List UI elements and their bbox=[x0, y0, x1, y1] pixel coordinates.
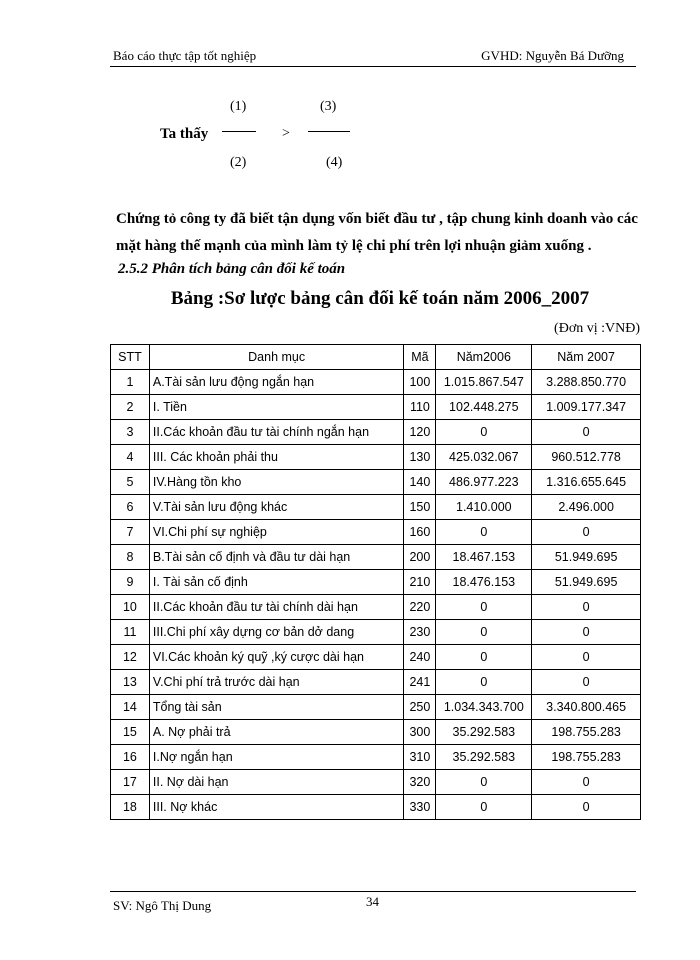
cell-2007: 2.496.000 bbox=[532, 495, 641, 520]
table-row bbox=[111, 720, 641, 745]
cell-item: Tổng tài sản bbox=[149, 695, 404, 720]
table-title: Bảng :Sơ lược bảng cân đối kế toán năm 2006_2007 bbox=[170, 288, 590, 309]
cell-2007: 51.949.695 bbox=[532, 570, 641, 595]
cell-item: I. Tiền bbox=[149, 395, 404, 420]
table-row bbox=[111, 420, 641, 445]
cell-stt: 11 bbox=[111, 620, 150, 645]
cell-stt: 15 bbox=[111, 720, 150, 745]
cell-2006: 0 bbox=[436, 670, 532, 695]
fraction-bar-2 bbox=[308, 131, 350, 132]
cell-stt: 16 bbox=[111, 745, 150, 770]
cell-stt: 17 bbox=[111, 770, 150, 795]
unit-label: (Đơn vị :VNĐ) bbox=[554, 321, 640, 336]
cell-stt: 18 bbox=[111, 795, 150, 820]
table-row bbox=[111, 370, 641, 395]
cell-code: 230 bbox=[404, 620, 436, 645]
cell-code: 240 bbox=[404, 645, 436, 670]
cell-item: I. Tài sản cố định bbox=[149, 570, 404, 595]
table-row bbox=[111, 795, 641, 820]
cell-item: II. Nợ dài hạn bbox=[149, 770, 404, 795]
table-row bbox=[111, 695, 641, 720]
cell-stt: 9 bbox=[111, 570, 150, 595]
cell-item: VI.Chi phí sự nghiệp bbox=[149, 520, 404, 545]
cell-stt: 5 bbox=[111, 470, 150, 495]
cell-stt: 3 bbox=[111, 420, 150, 445]
conclusion-paragraph: Chứng tỏ công ty đã biết tận dụng vốn biết đầu tư , tập chung kinh doanh vào các mặt hàng thế mạnh của mình làm tỷ lệ chi phí trên lợi nhuận giảm xuống . bbox=[116, 211, 638, 254]
table-header-row bbox=[111, 345, 641, 370]
cell-2007: 0 bbox=[532, 645, 641, 670]
table-row bbox=[111, 445, 641, 470]
cell-2006: 0 bbox=[436, 595, 532, 620]
fraction-lead-text: Ta thấy bbox=[160, 126, 209, 142]
table-row bbox=[111, 570, 641, 595]
table-row bbox=[111, 495, 641, 520]
cell-2007: 0 bbox=[532, 520, 641, 545]
table-row bbox=[111, 395, 641, 420]
cell-item: VI.Các khoản ký quỹ ,ký cược dài hạn bbox=[149, 645, 404, 670]
cell-code: 100 bbox=[404, 370, 436, 395]
table-row bbox=[111, 770, 641, 795]
cell-stt: 6 bbox=[111, 495, 150, 520]
fraction-denominator-1: (2) bbox=[230, 155, 247, 170]
cell-code: 300 bbox=[404, 720, 436, 745]
table-row bbox=[111, 745, 641, 770]
cell-stt: 2 bbox=[111, 395, 150, 420]
cell-item: II.Các khoản đầu tư tài chính dài hạn bbox=[149, 595, 404, 620]
cell-2006: 0 bbox=[436, 795, 532, 820]
cell-2006: 18.467.153 bbox=[436, 545, 532, 570]
cell-2006: 1.034.343.700 bbox=[436, 695, 532, 720]
cell-2007: 0 bbox=[532, 670, 641, 695]
cell-2006: 0 bbox=[436, 520, 532, 545]
cell-2007: 0 bbox=[532, 770, 641, 795]
cell-code: 110 bbox=[404, 395, 436, 420]
cell-2006: 1.015.867.547 bbox=[436, 370, 532, 395]
cell-2006: 0 bbox=[436, 420, 532, 445]
table-row bbox=[111, 670, 641, 695]
cell-code: 210 bbox=[404, 570, 436, 595]
cell-code: 220 bbox=[404, 595, 436, 620]
table-row bbox=[111, 470, 641, 495]
table-row bbox=[111, 520, 641, 545]
cell-code: 250 bbox=[404, 695, 436, 720]
cell-item: III. Nợ khác bbox=[149, 795, 404, 820]
cell-stt: 4 bbox=[111, 445, 150, 470]
cell-item: I.Nợ ngắn hạn bbox=[149, 745, 404, 770]
fraction-numerator-2: (3) bbox=[320, 99, 337, 114]
cell-2007: 0 bbox=[532, 595, 641, 620]
cell-item: III. Các khoản phải thu bbox=[149, 445, 404, 470]
cell-stt: 7 bbox=[111, 520, 150, 545]
table-row bbox=[111, 620, 641, 645]
col-header-2006: Năm2006 bbox=[436, 345, 532, 370]
table-row bbox=[111, 645, 641, 670]
cell-2007: 0 bbox=[532, 420, 641, 445]
cell-2007: 1.009.177.347 bbox=[532, 395, 641, 420]
header-report-title: Báo cáo thực tập tốt nghiệp bbox=[113, 48, 257, 63]
cell-2006: 0 bbox=[436, 770, 532, 795]
cell-2006: 18.476.153 bbox=[436, 570, 532, 595]
footer-divider bbox=[110, 891, 636, 892]
cell-2007: 198.755.283 bbox=[532, 720, 641, 745]
cell-2007: 0 bbox=[532, 795, 641, 820]
fraction-bar-1 bbox=[222, 131, 256, 132]
table-row bbox=[111, 545, 641, 570]
fraction-operator: > bbox=[282, 126, 290, 141]
cell-2007: 1.316.655.645 bbox=[532, 470, 641, 495]
section-heading: 2.5.2 Phân tích bảng cân đối kế toán bbox=[118, 261, 346, 277]
cell-code: 320 bbox=[404, 770, 436, 795]
cell-item: A.Tài sản lưu động ngắn hạn bbox=[149, 370, 404, 395]
cell-stt: 8 bbox=[111, 545, 150, 570]
cell-item: III.Chi phí xây dựng cơ bản dở dang bbox=[149, 620, 404, 645]
header-divider bbox=[110, 66, 636, 67]
page-number: 34 bbox=[366, 894, 379, 909]
col-header-item: Danh mục bbox=[149, 345, 404, 370]
cell-code: 150 bbox=[404, 495, 436, 520]
cell-stt: 10 bbox=[111, 595, 150, 620]
cell-2007: 3.340.800.465 bbox=[532, 695, 641, 720]
cell-2006: 1.410.000 bbox=[436, 495, 532, 520]
cell-2007: 198.755.283 bbox=[532, 745, 641, 770]
cell-item: V.Tài sản lưu động khác bbox=[149, 495, 404, 520]
cell-2006: 425.032.067 bbox=[436, 445, 532, 470]
cell-code: 160 bbox=[404, 520, 436, 545]
fraction-denominator-2: (4) bbox=[326, 155, 343, 170]
cell-2007: 51.949.695 bbox=[532, 545, 641, 570]
cell-code: 241 bbox=[404, 670, 436, 695]
cell-code: 120 bbox=[404, 420, 436, 445]
cell-2006: 35.292.583 bbox=[436, 745, 532, 770]
cell-code: 140 bbox=[404, 470, 436, 495]
cell-2006: 486.977.223 bbox=[436, 470, 532, 495]
balance-sheet-table bbox=[110, 344, 641, 820]
cell-2006: 35.292.583 bbox=[436, 720, 532, 745]
cell-item: B.Tài sản cố định và đầu tư dài hạn bbox=[149, 545, 404, 570]
cell-stt: 12 bbox=[111, 645, 150, 670]
footer-student: SV: Ngô Thị Dung bbox=[113, 898, 212, 913]
cell-2007: 3.288.850.770 bbox=[532, 370, 641, 395]
col-header-stt: STT bbox=[111, 345, 150, 370]
cell-stt: 14 bbox=[111, 695, 150, 720]
cell-2007: 0 bbox=[532, 620, 641, 645]
cell-item: II.Các khoản đầu tư tài chính ngắn hạn bbox=[149, 420, 404, 445]
col-header-code: Mã bbox=[404, 345, 436, 370]
cell-code: 330 bbox=[404, 795, 436, 820]
cell-item: A. Nợ phải trả bbox=[149, 720, 404, 745]
cell-2006: 0 bbox=[436, 645, 532, 670]
fraction-numerator-1: (1) bbox=[230, 99, 247, 114]
cell-2006: 0 bbox=[436, 620, 532, 645]
cell-stt: 1 bbox=[111, 370, 150, 395]
cell-code: 130 bbox=[404, 445, 436, 470]
header-advisor: GVHD: Nguyễn Bá Dưỡng bbox=[481, 48, 624, 63]
cell-2007: 960.512.778 bbox=[532, 445, 641, 470]
cell-code: 200 bbox=[404, 545, 436, 570]
cell-code: 310 bbox=[404, 745, 436, 770]
cell-2006: 102.448.275 bbox=[436, 395, 532, 420]
table-row bbox=[111, 595, 641, 620]
cell-item: IV.Hàng tồn kho bbox=[149, 470, 404, 495]
cell-stt: 13 bbox=[111, 670, 150, 695]
cell-item: V.Chi phí trả trước dài hạn bbox=[149, 670, 404, 695]
col-header-2007: Năm 2007 bbox=[532, 345, 641, 370]
